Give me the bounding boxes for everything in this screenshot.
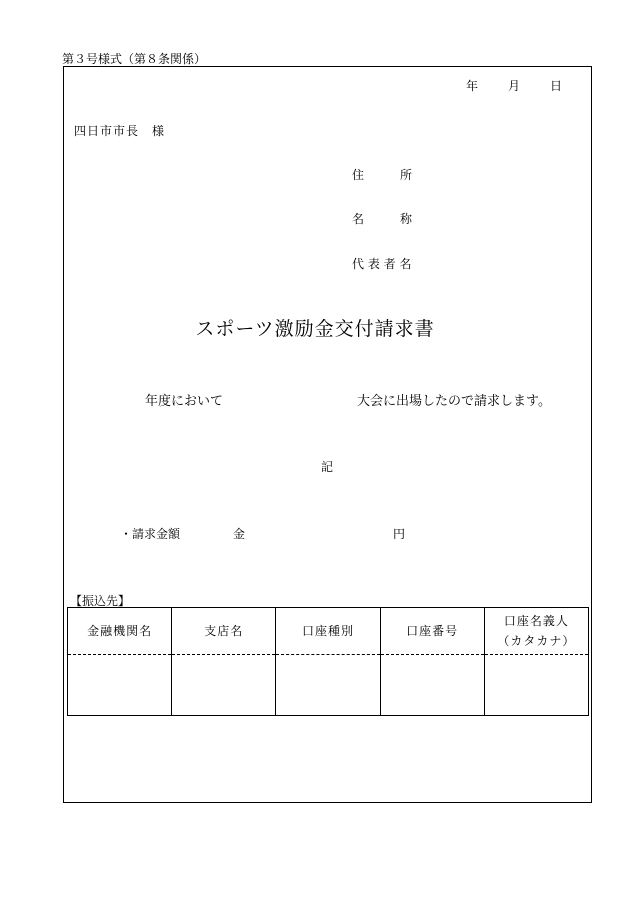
account-number-cell[interactable] <box>380 655 484 716</box>
account-type-cell[interactable] <box>276 655 380 716</box>
bank-table-header-row <box>68 608 589 655</box>
header-account-number: 口座番号 <box>380 608 484 655</box>
body-text-fiscal-year: 年度において <box>145 394 224 409</box>
address-label: 住 所 <box>352 168 413 182</box>
transfer-heading: 【振込先】 <box>70 594 131 608</box>
header-bank-name: 金融機関名 <box>68 608 172 655</box>
header-account-holder-katakana-note: （カタカナ） <box>497 634 576 648</box>
body-text-request: 大会に出場したので請求します。 <box>357 394 551 409</box>
addressee: 四日市市長 様 <box>74 124 166 138</box>
form-number-label: 第３号様式（第８条関係） <box>62 52 207 66</box>
branch-name-cell[interactable] <box>172 655 276 716</box>
kin-label: 金 <box>233 527 246 541</box>
ki-heading: 記 <box>321 460 334 474</box>
header-account-type: 口座種別 <box>276 608 380 655</box>
bank-account-table <box>67 607 589 716</box>
date-month-label: 月 <box>508 79 521 93</box>
document-title: スポーツ激励金交付請求書 <box>195 318 435 340</box>
representative-label: 代 表 者 名 <box>352 257 412 271</box>
header-branch-name: 支店名 <box>172 608 276 655</box>
account-holder-cell[interactable] <box>484 655 588 716</box>
header-account-holder <box>484 608 588 655</box>
request-amount-label: ・請求金額 <box>120 527 181 541</box>
name-label: 名 称 <box>352 212 413 226</box>
bank-table-input-row <box>68 655 589 716</box>
yen-label: 円 <box>393 527 406 541</box>
date-day-label: 日 <box>550 79 563 93</box>
date-row <box>466 77 562 94</box>
bank-name-cell[interactable] <box>68 655 172 716</box>
header-account-holder-label: 口座名義人 <box>503 614 569 628</box>
date-year-label: 年 <box>466 79 479 93</box>
